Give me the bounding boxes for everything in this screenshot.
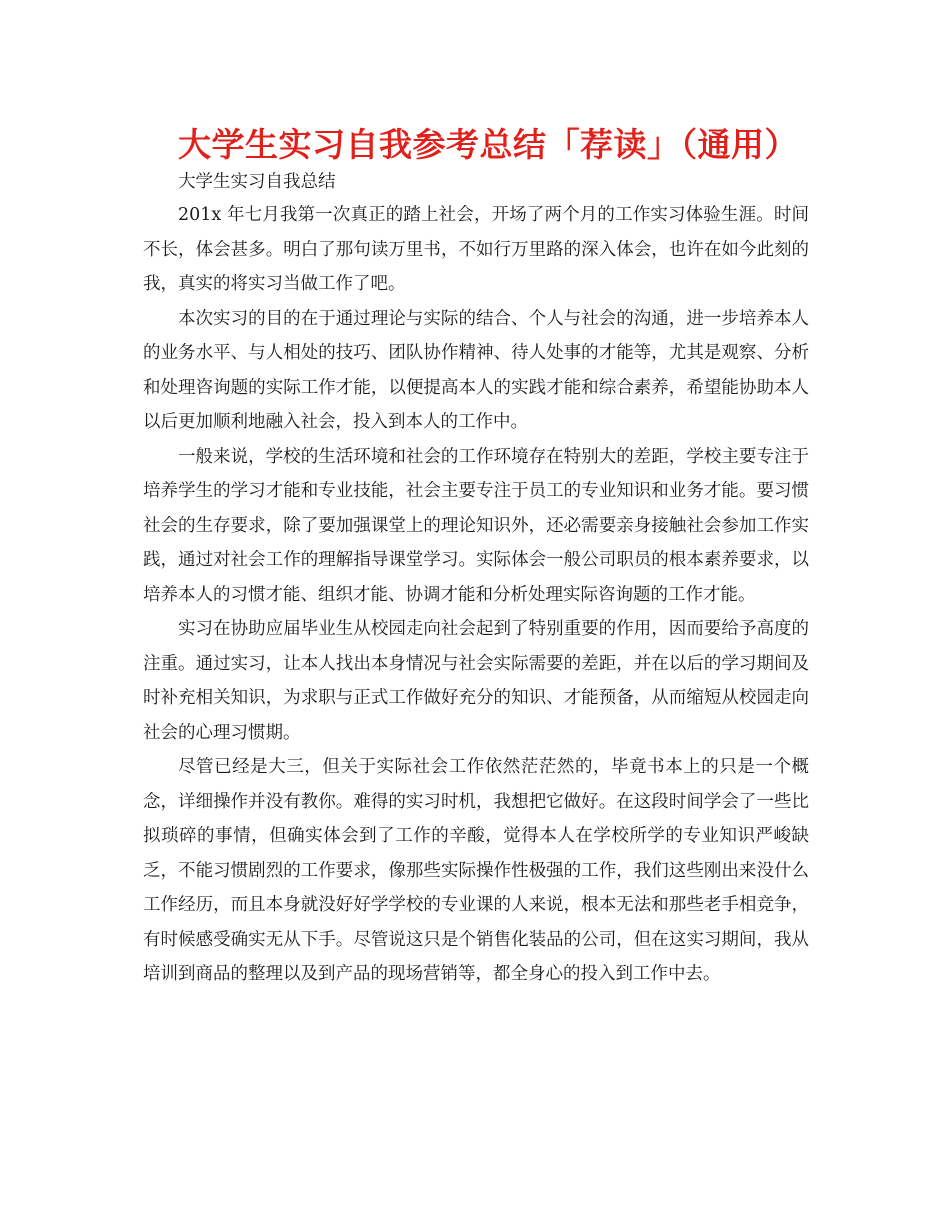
document-subtitle: 大学生实习自我总结: [178, 172, 336, 192]
document-title: 大学生实习自我参考总结「荐读」（通用）: [178, 125, 798, 164]
paragraph-1: 201x 年七月我第一次真正的踏上社会，开场了两个月的工作实习体验生涯。时间不长，体会甚多。明白了那句读万里书，不如行万里路的深入体会，也许在如今此刻的我，真实的将实习当做工作了吧。: [143, 205, 809, 294]
document-body: [143, 198, 809, 992]
paragraph-4: 实习在协助应届毕业生从校园走向社会起到了特别重要的作用，因而要给予高度的注重。通过实习，让本人找出本身情况与社会实际需要的差距，并在以后的学习期间及时补充相关知识，为求职与正式工作做好充分的知识、才能预备，从而缩短从校园走向社会的心理习惯期。: [143, 619, 809, 743]
paragraph-2: 本次实习的目的在于通过理论与实际的结合、个人与社会的沟通，进一步培养本人的业务水平、与人相处的技巧、团队协作精神、待人处事的才能等，尤其是观察、分析和处理咨询题的实际工作才能，以便提高本人的实践才能和综合素养，希望能协助本人以后更加顺利地融入社会，投入到本人的工作中。: [143, 308, 809, 432]
paragraph-3: 一般来说，学校的生活环境和社会的工作环境存在特别大的差距，学校主要专注于培养学生的学习才能和专业技能，社会主要专注于员工的专业知识和业务才能。要习惯社会的生存要求，除了要加强课堂上的理论知识外，还必需要亲身接触社会参加工作实践，通过对社会工作的理解指导课堂学习。实际体会一般公司职员的根本素养要求，以培养本人的习惯才能、组织才能、协调才能和分析处理实际咨询题的工作才能。: [143, 446, 809, 605]
paragraph-5: 尽管已经是大三，但关于实际社会工作依然茫茫然的，毕竟书本上的只是一个概念，详细操作并没有教你。难得的实习时机，我想把它做好。在这段时间学会了一些比拟琐碎的事情，但确实体会到了工作的辛酸，觉得本人在学校所学的专业知识严峻缺乏，不能习惯剧烈的工作要求，像那些实际操作性极强的工作，我们这些刚出来没什么工作经历，而且本身就没好好学学校的专业课的人来说，根本无法和那些老手相竞争，有时候感受确实无从下手。尽管说这只是个销售化装品的公司，但在这实习期间，我从培训到商品的整理以及到产品的现场营销等，都全身心的投入到工作中去。: [143, 757, 809, 984]
